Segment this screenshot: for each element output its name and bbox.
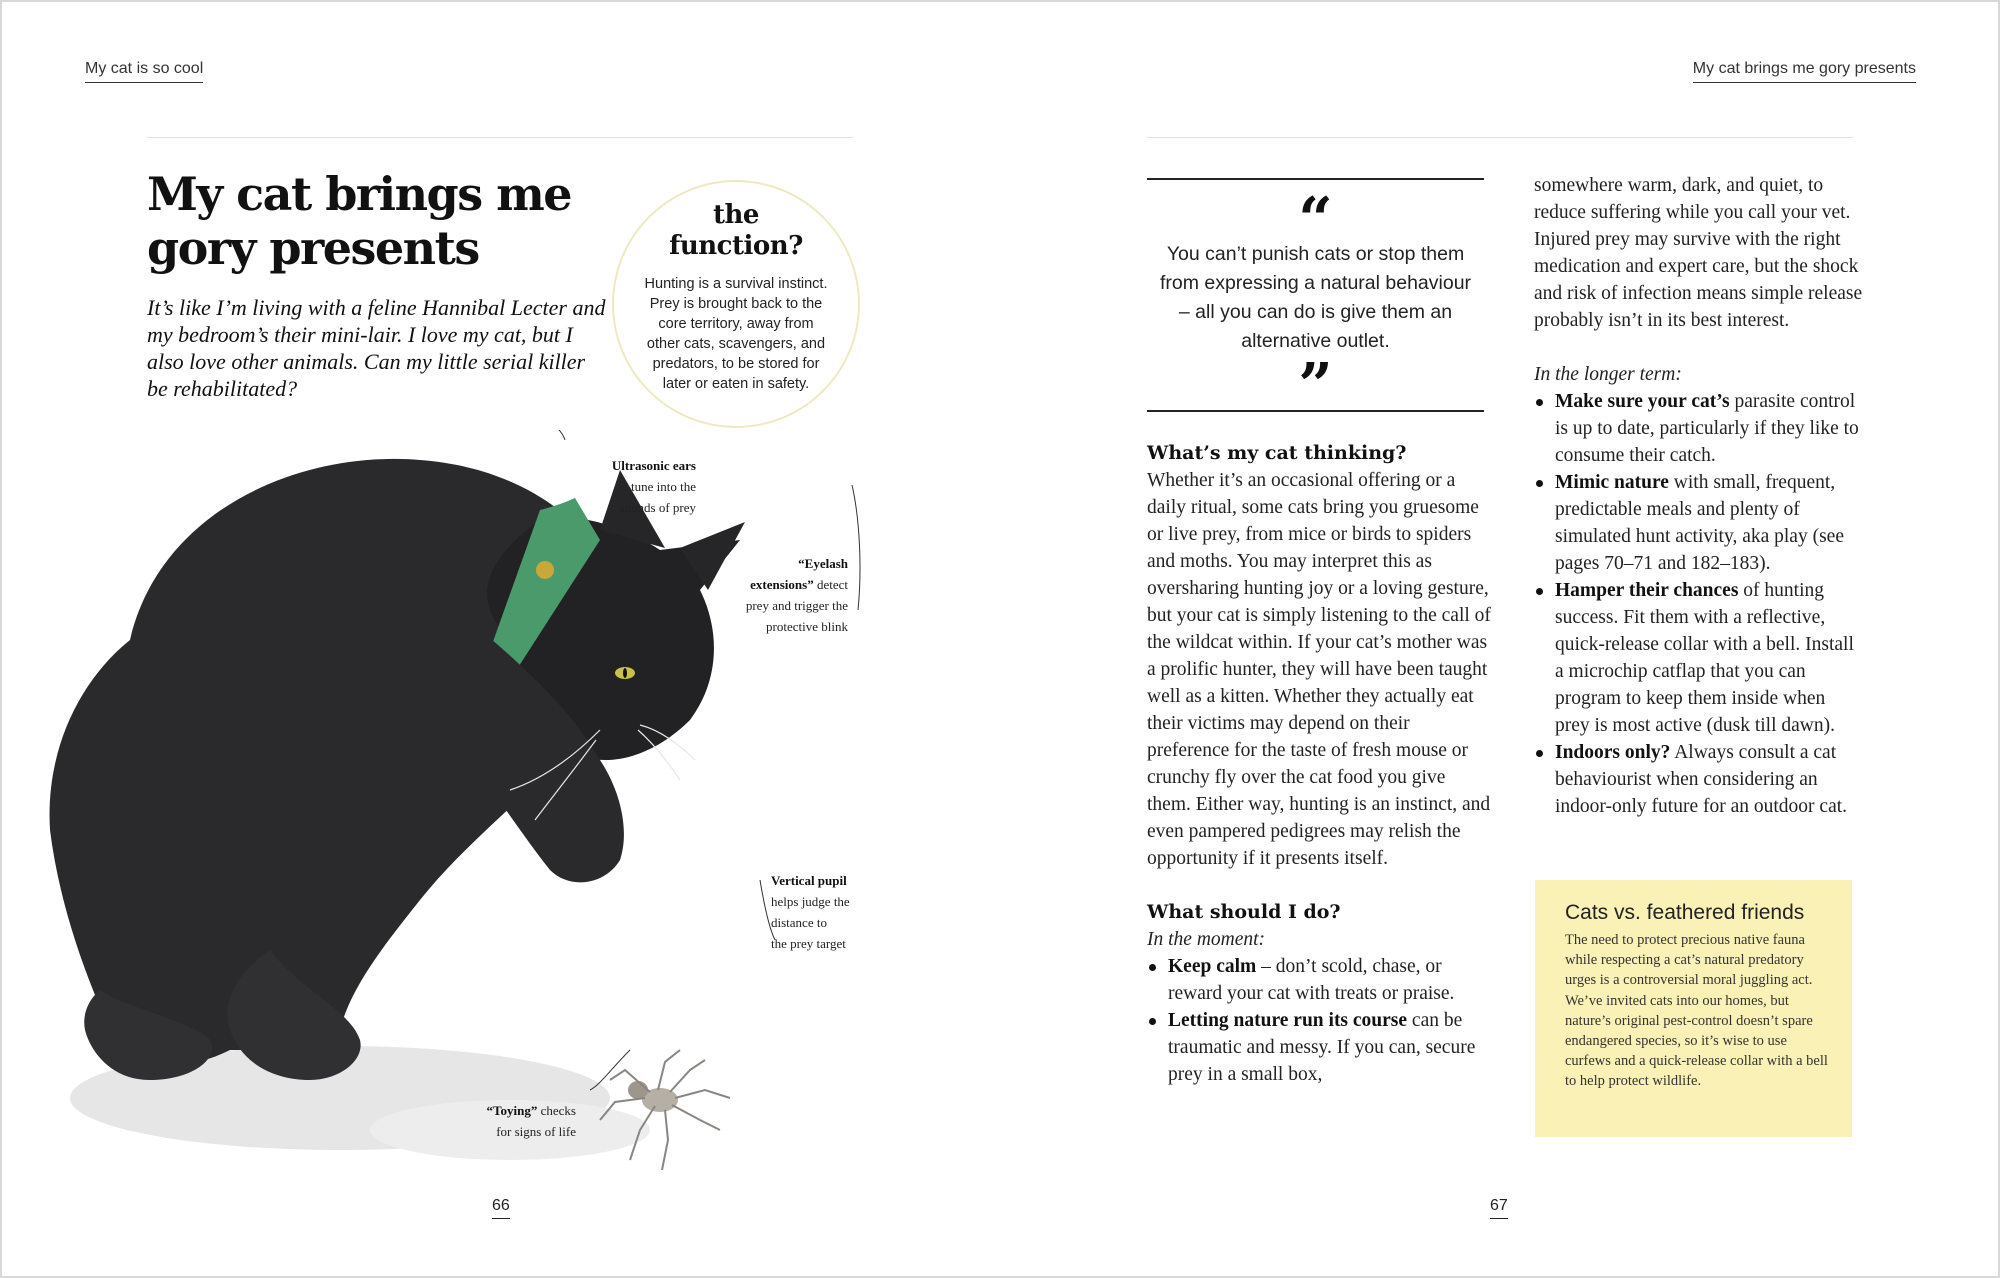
page-number-right: 67	[1490, 1197, 1508, 1219]
accent-rule-right	[1147, 137, 1853, 138]
sidebar-title: Cats vs. feathered friends	[1565, 901, 1805, 924]
accent-rule-left	[147, 137, 853, 138]
callout-eyelash-line4: protective blink	[766, 619, 848, 634]
callout-eyelash-title-2: extensions”	[750, 577, 814, 592]
callout-toying	[440, 1100, 576, 1142]
list-item	[1534, 469, 1864, 577]
spider-icon	[600, 1050, 730, 1170]
list-item	[1534, 739, 1864, 820]
callout-ears-line3: sounds of prey	[619, 500, 696, 515]
function-body: Hunting is a survival instinct. Prey is brought back to the core territory, away from other cats, scavengers, and predators, to be stored for later or eaten in safety.	[644, 276, 828, 392]
list-item-bold: Indoors only?	[1555, 742, 1671, 763]
running-head-right: My cat brings me gory presents	[1693, 60, 1916, 83]
what-to-do-heading: What should I do?	[1147, 901, 1341, 923]
sidebar-box	[1535, 880, 1852, 1137]
pull-quote	[1147, 178, 1484, 421]
list-item-text: can be traumatic and messy. If you can, secure prey in a small box,	[1168, 1010, 1476, 1085]
title-line-2: gory presents	[147, 221, 479, 275]
callout-pupil-line4: the prey target	[771, 936, 846, 951]
list-item	[1147, 953, 1492, 1007]
callout-toying-title: “Toying”	[486, 1103, 538, 1118]
page-title	[147, 167, 617, 275]
list-item-bold: Mimic nature	[1555, 472, 1669, 493]
callout-eyelash-title-1: “Eyelash	[798, 556, 848, 571]
longer-term-label: In the longer term:	[1534, 364, 1682, 385]
list-item-text: Always consult a cat behaviourist when considering an indoor-only future for an outdoor cat.	[1555, 742, 1848, 817]
in-the-moment-label: In the moment:	[1147, 929, 1266, 950]
callout-pupil-line3: distance to	[771, 915, 827, 930]
running-head-left: My cat is so cool	[85, 60, 203, 83]
function-circle	[612, 180, 860, 428]
continued-text: somewhere warm, dark, and quiet, to reduce suffering while you call your vet. Injured prey may survive with the right medication and expert care, but the shock and risk of infection means simple release probably isn’t in its best interest.	[1534, 175, 1863, 331]
callout-eyelash-line2: detect	[813, 577, 848, 592]
thinking-body: Whether it’s an occasional offering or a daily ritual, some cats bring you gruesome or live prey, from mice or birds to spiders and moths. You may interpret this as oversharing hunting joy or a loving gesture, but your cat is simply listening to the call of the wildcat within. If your cat’s mother was a prolific hunter, they will have been taught well as a kitten. Whether they actually eat their victims may depend on their preference for the taste of fresh mouse or crunchy fly over the cat food you give them. Either way, hunting is an instinct, and even pampered pedigrees may relish the opportunity if it presents itself.	[1147, 470, 1491, 869]
list-item	[1534, 388, 1864, 469]
function-title	[614, 200, 858, 262]
sidebar-body: The need to protect precious native fauna while respecting a cat’s natural predatory urges is a controversial moral juggling act. We’ve invited cats into our homes, but nature’s original pest-control doesn’t spare endangered species, so it’s wise to use curfews and a quick-release collar with a bell to help protect wildlife.	[1565, 932, 1828, 1090]
column-middle	[1147, 440, 1492, 1088]
close-quote-icon: ”	[1298, 351, 1333, 421]
list-item-text: of hunting success. Fit them with a reflective, quick-release collar with a bell. Install a microchip catflap that you can program to keep them inside when prey is most active (dusk till dawn).	[1555, 580, 1854, 736]
list-item-bold: Letting nature run its course	[1168, 1010, 1408, 1031]
callout-ears-title: Ultrasonic ears	[611, 458, 696, 473]
open-quote-icon: “	[1298, 185, 1333, 255]
standfirst: It’s like I’m living with a feline Hannibal Lecter and my bedroom’s their mini-lair. I love my cat, but I also love other animals. Can my little serial killer be rehabilitated?	[147, 295, 606, 401]
list-item-text: – don’t scold, chase, or reward your cat with treats or praise.	[1168, 956, 1455, 1004]
longer-term-list	[1534, 388, 1864, 820]
list-item	[1147, 1007, 1492, 1088]
callout-pupil-line2: helps judge the	[771, 894, 850, 909]
callout-pupil	[771, 870, 901, 954]
pull-quote-text: You can’t punish cats or stop them from expressing a natural behaviour – all you can do is give them an alternative outlet.	[1159, 243, 1472, 352]
list-item-text: with small, frequent, predictable meals and plenty of simulated hunt activity, aka play (see pages 70–71 and 182–183).	[1555, 472, 1844, 574]
thinking-heading: What’s my cat thinking?	[1147, 442, 1407, 464]
list-item-bold: Hamper their chances	[1555, 580, 1739, 601]
callout-ears	[560, 455, 696, 518]
title-line-1: My cat brings me	[147, 167, 572, 221]
function-title-line-2: function?	[669, 231, 803, 261]
callout-pupil-title: Vertical pupil	[771, 873, 847, 888]
list-item-text: parasite control is up to date, particularly if they like to consume their catch.	[1555, 391, 1859, 466]
list-item-bold: Make sure your cat’s	[1555, 391, 1730, 412]
callout-eyelash-line3: prey and trigger the	[745, 598, 848, 613]
callout-ears-line2: tune into the	[631, 479, 696, 494]
page-number-left: 66	[492, 1197, 510, 1219]
list-item	[1534, 577, 1864, 739]
callout-toying-line2: for signs of life	[496, 1124, 576, 1139]
black-cat-icon	[50, 459, 745, 1160]
list-item-bold: Keep calm	[1168, 956, 1257, 977]
callout-eyelash	[700, 553, 848, 637]
moment-list	[1147, 953, 1492, 1088]
column-right	[1534, 172, 1864, 820]
function-title-line-1: the	[713, 200, 759, 230]
callout-toying-line1: checks	[537, 1103, 576, 1118]
